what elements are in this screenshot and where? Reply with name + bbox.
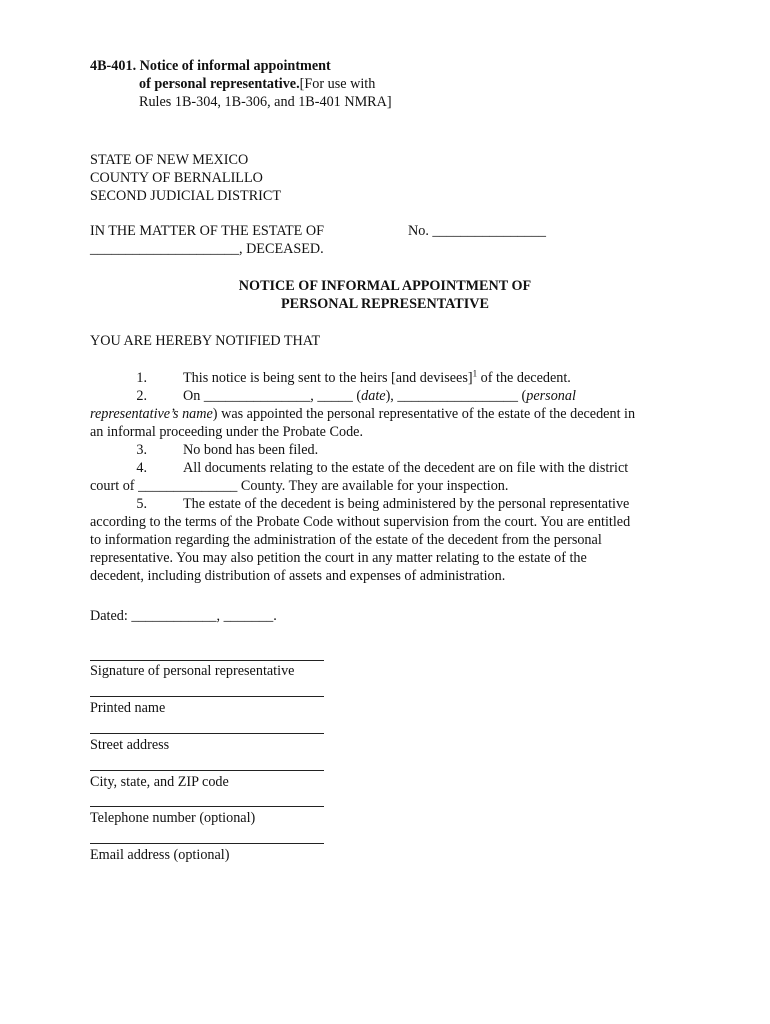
signature-label: Signature of personal representative bbox=[90, 663, 295, 679]
item-1-text: This notice is being sent to the heirs [and devisees] bbox=[183, 370, 473, 386]
printed-name-label: Printed name bbox=[90, 700, 166, 716]
item-4-number: 4. bbox=[136, 460, 147, 476]
street-address-label: Street address bbox=[90, 737, 170, 753]
item-3-text: No bond has been filed. bbox=[183, 442, 319, 458]
item-4-cont: court of ______________ County. They are available for your inspection. bbox=[90, 478, 509, 494]
notice-intro: YOU ARE HEREBY NOTIFIED THAT bbox=[90, 333, 321, 349]
form-title-bold: of personal representative. bbox=[139, 76, 300, 92]
case-number: No. ________________ bbox=[408, 223, 546, 239]
item-1-number: 1. bbox=[136, 370, 147, 386]
document-heading bbox=[0, 277, 770, 313]
court-caption bbox=[90, 151, 281, 205]
court-county: COUNTY OF BERNALILLO bbox=[90, 170, 263, 186]
item-2 bbox=[90, 387, 690, 405]
email-rule bbox=[90, 843, 324, 844]
item-2-rep-name-label: representative’s name bbox=[90, 406, 213, 422]
signature-rule bbox=[90, 660, 324, 661]
city-state-zip-rule bbox=[90, 770, 324, 771]
email-label: Email address (optional) bbox=[90, 847, 230, 863]
estate-matter bbox=[90, 222, 324, 258]
form-title-line-3: Rules 1B-304, 1B-306, and 1B-401 NMRA] bbox=[139, 94, 392, 110]
item-4 bbox=[90, 459, 690, 477]
decedent-name-blank: _____________________, DECEASED. bbox=[90, 241, 324, 257]
street-address-rule bbox=[90, 733, 324, 734]
item-4-text-a: All documents relating to the estate of the decedent are on file with the district bbox=[183, 460, 629, 476]
numbered-items bbox=[90, 369, 690, 585]
item-5-text-a: The estate of the decedent is being administered by the personal representative bbox=[183, 496, 630, 512]
item-5-cont-3: representative. You may also petition the court in any matter relating to the estate of the bbox=[90, 550, 587, 566]
item-2-personal-label: personal bbox=[526, 388, 576, 404]
form-title-line-1: 4B-401. Notice of informal appointment bbox=[90, 58, 331, 74]
item-3-number: 3. bbox=[136, 442, 147, 458]
item-2-number: 2. bbox=[136, 388, 147, 404]
printed-name-rule bbox=[90, 696, 324, 697]
item-5-cont-2: to information regarding the administration of the estate of the decedent from the personal bbox=[90, 532, 602, 548]
item-5-number: 5. bbox=[136, 496, 147, 512]
item-5-cont-4: decedent, including distribution of assets and expenses of administration. bbox=[90, 568, 506, 584]
form-title-line-2 bbox=[90, 75, 392, 93]
item-1 bbox=[90, 369, 690, 387]
form-title-rule-ref: [For use with bbox=[299, 76, 376, 92]
item-2-text-c: ) was appointed the personal representative of the estate of the decedent in bbox=[212, 406, 636, 422]
dated-line: Dated: ____________, _______. bbox=[90, 608, 277, 624]
estate-matter-line-1: IN THE MATTER OF THE ESTATE OF bbox=[90, 223, 325, 239]
item-1-text-end: of the decedent. bbox=[477, 370, 571, 386]
telephone-label: Telephone number (optional) bbox=[90, 810, 256, 826]
document-heading-line-2: PERSONAL REPRESENTATIVE bbox=[281, 296, 489, 312]
form-title bbox=[90, 57, 392, 111]
footnote-marker: 1 bbox=[472, 368, 478, 379]
document-heading-line-1: NOTICE OF INFORMAL APPOINTMENT OF bbox=[238, 278, 532, 294]
item-2-text-a: On _______________, _____ ( bbox=[183, 388, 362, 404]
item-2-text-b: ), _________________ ( bbox=[385, 388, 527, 404]
city-state-zip-label: City, state, and ZIP code bbox=[90, 774, 229, 790]
item-3 bbox=[90, 441, 690, 459]
item-5 bbox=[90, 495, 690, 513]
item-5-cont-1: according to the terms of the Probate Code without supervision from the court. You are entitled bbox=[90, 514, 631, 530]
court-state: STATE OF NEW MEXICO bbox=[90, 152, 249, 168]
telephone-rule bbox=[90, 806, 324, 807]
court-district: SECOND JUDICIAL DISTRICT bbox=[90, 188, 282, 204]
item-2-cont bbox=[90, 405, 690, 423]
item-2-cont-2: an informal proceeding under the Probate Code. bbox=[90, 424, 364, 440]
item-2-date-label: date bbox=[361, 388, 386, 404]
